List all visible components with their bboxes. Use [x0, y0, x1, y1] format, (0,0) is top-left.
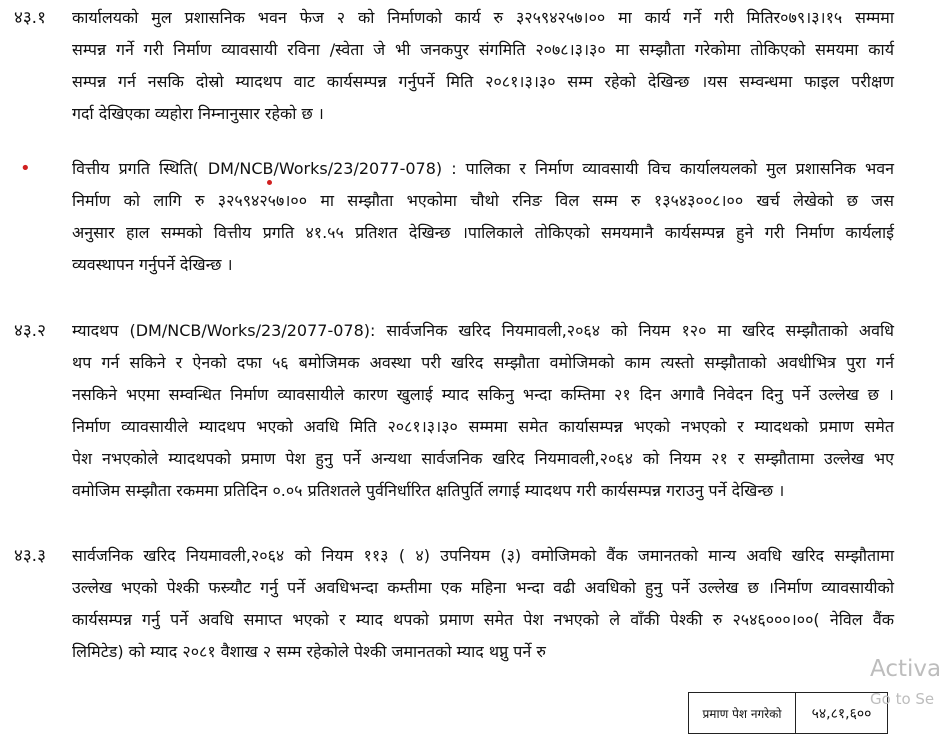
text-line: कार्यसम्पन्न गर्नु पर्ने अवधि समाप्त भएको र म्याद थपको प्रमाण समेत पेश नभएको ले वाँकी पेश्की रु २५४६०००।००( नेविल वैंक: [72, 610, 894, 629]
text-line: पेश नभएकोले म्यादथपको प्रमाण पेश हुनु पर्ने अन्यथा सार्वजनिक खरिद नियमावली,२०६४ को नियम २१ र सम्झौतामा उल्लेख भए: [72, 449, 894, 468]
text-line: नसकिने भएमा सम्वन्धित निर्माण व्यावसायीले कारण खुलाई म्याद सकिनु भन्दा कम्तिमा २१ दिन अगावै निवेदन दिनु पर्ने उल्लेख छ ।: [72, 385, 894, 404]
text-line: सम्पन्न गर्न नसकि दोस्रो म्यादथप वाट कार्यसम्पन्न गर्नुपर्ने मिति २०८१।३।३० सम्म रहेको देखिन्छ ।यस सम्वन्धमा फाइल परीक्षण: [72, 72, 894, 91]
text-line: गर्दा देखिएका व्यहोरा निम्नानुसार रहेको छ ।: [72, 104, 324, 123]
red-mark-icon: [267, 180, 272, 185]
table-value-cell: ५४,८१,६००: [795, 692, 888, 734]
section-text: [72, 2, 894, 130]
text-line: कार्यालयको मुल प्रशासनिक भवन फेज २ को निर्माणको कार्य रु ३२५९४२५७।०० मा कार्य गर्ने गरी मितिर०७९।३।१५ सम्ममा: [72, 8, 894, 27]
text-line: अनुसार हाल सम्मको वित्तीय प्रगति ४१.५५ प्रतिशत देखिन्छ ।पालिकाले तोकिएको समयमानै कार्यसम्पन्न हुने गरी निर्माण कार्यलाई: [72, 223, 894, 242]
text-line: वमोजिम सम्झौता रकममा प्रतिदिन ०.०५ प्रतिशतले पुर्वनिर्धारित क्षतिपुर्ति लगाई म्यादथप गरी कार्यसम्पन्न गराउनु पर्ने देखिन्छ ।: [72, 481, 785, 500]
text-line: थप गर्न सकिने र ऐनको दफा ५६ बमोजिमक अवस्था परी खरिद सम्झौता वमोजिमको काम त्यस्तो सम्झौताको अवधीभित्र पुरा गर्न: [72, 353, 894, 372]
table-label-cell: प्रमाण पेश नगरेको: [688, 692, 796, 734]
bullet-icon: •: [20, 158, 31, 179]
activation-watermark-subtitle: Go to Se: [870, 690, 935, 708]
section-text: [72, 540, 894, 668]
text-line: सार्वजनिक खरिद नियमावली,२०६४ को नियम ११३ ( ४) उपनियम (३) वमोजिमको वैंक जमानतको मान्य अवधि खरिद सम्झौतामा: [72, 546, 894, 565]
text-line: उल्लेख भएको पेश्की फस्र्यौट गर्नु पर्ने अवधिभन्दा कम्तीमा एक महिना भन्दा वढी अवधिको हुनु पर्ने उल्लेख छ ।निर्माण व्यावसायीको: [72, 578, 894, 597]
section-text: [72, 153, 894, 281]
section-number: ४३.३: [14, 546, 46, 566]
text-line: वित्तीय प्रगति स्थिति( DM/NCB/Works/23/2077-078) : पालिका र निर्माण व्यावसायी विच कार्यालयलको मुल प्रशासनिक भवन: [72, 159, 894, 178]
section-text: [72, 315, 894, 507]
section-number: ४३.१: [14, 8, 46, 28]
text-line: निर्माण को लागि रु ३२५९४२५७।०० मा सम्झौता भएकोमा चौथो रनिङ विल सम्म रु १३५४३००८।०० खर्च लेखेको छ जस: [72, 191, 894, 210]
activation-watermark-title: Activa: [870, 656, 941, 682]
section-number: ४३.२: [14, 321, 46, 341]
text-line: म्यादथप (DM/NCB/Works/23/2077-078): सार्वजनिक खरिद नियमावली,२०६४ को नियम १२० मा खरिद सम्झौताको अवधि: [72, 321, 894, 340]
text-line: व्यवस्थापन गर्नुपर्ने देखिन्छ ।: [72, 255, 233, 274]
text-line: सम्पन्न गर्ने गरी निर्माण व्यावसायी रविना /स्वेता जे भी जनकपुर संगमिति २०७८।३।३० मा सम्झौता गरेकोमा तोकिएको समयमा कार्य: [72, 40, 894, 59]
text-line: लिमिटेड) को म्याद २०८१ वैशाख २ सम्म रहेकोले पेश्की जमानतको म्याद थप्नु पर्ने रु: [72, 642, 546, 661]
text-line: निर्माण व्यावसायीले म्यादथप भएको अवधि मिति २०८१।३।३० सम्ममा समेत कार्यासम्पन्न भएको नभएको र म्यादथको प्रमाण समेत: [72, 417, 894, 436]
